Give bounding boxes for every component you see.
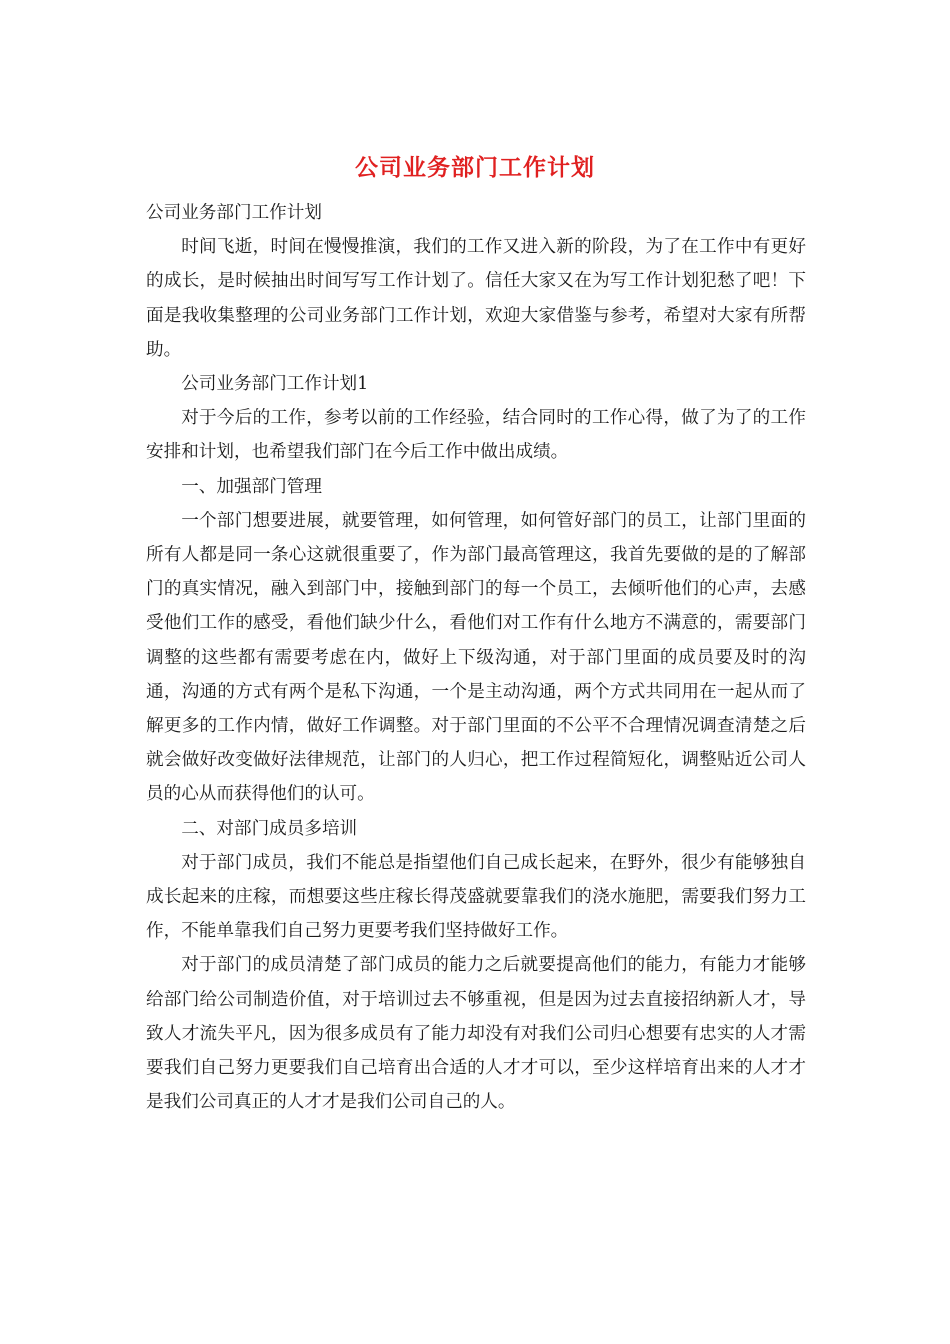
section-heading-training: 二、对部门成员多培训 (181, 818, 358, 839)
training-paragraph-1: 对于部门成员，我们不能总是指望他们自己成长起来，在野外，很少有能够独自成长起来的庄稼，而想要这些庄稼长得茂盛就要靠我们的浇水施肥，需要我们努力工作，不能单靠我们自己努力更要考我们坚持做好工作。 (146, 852, 806, 942)
section-heading-plan-1: 公司业务部门工作计划1 (181, 374, 369, 395)
training-paragraph-2: 对于部门的成员清楚了部门成员的能力之后就要提高他们的能力，有能力才能够给部门给公司制造价值，对于培训过去不够重视，但是因为过去直接招纳新人才，导致人才流失平凡，因为很多成员有了能力却没有对我们公司归心想要有忠实的人才需要我们自己努力更要我们自己培育出合适的人才才可以，至少这样培育出来的人才才是我们公司真正的人才才是我们公司自己的人。 (146, 955, 806, 1113)
document-body (146, 196, 806, 1119)
document-title: 公司业务部门工作计划 (355, 154, 595, 181)
section-heading-management: 一、加强部门管理 (181, 476, 322, 497)
intro-paragraph: 时间飞逝，时间在慢慢推演，我们的工作又进入新的阶段，为了在工作中有更好的成长，是时候抽出时间写写工作计划了。信任大家又在为写工作计划犯愁了吧！下面是我收集整理的公司业务部门工作计划，欢迎大家借鉴与参考，希望对大家有所帮助。 (146, 237, 806, 360)
management-paragraph: 一个部门想要进展，就要管理，如何管理，如何管好部门的员工，让部门里面的所有人都是同一条心这就很重要了，作为部门最高管理这，我首先要做的是的了解部门的真实情况，融入到部门中，接触到部门的每一个员工，去倾听他们的心声，去感受他们工作的感受，看他们缺少什么，看他们对工作有什么地方不满意的，需要部门调整的这些都有需要考虑在内，做好上下级沟通，对于部门里面的成员要及时的沟通，沟通的方式有两个是私下沟通，一个是主动沟通，两个方式共同用在一起从而了解更多的工作内情，做好工作调整。对于部门里面的不公平不合理情况调查清楚之后就会做好改变做好法律规范，让部门的人归心，把工作过程简短化，调整贴近公司人员的心从而获得他们的认可。 (146, 510, 806, 805)
document-subtitle: 公司业务部门工作计划 (146, 203, 322, 223)
plan-overview-paragraph: 对于今后的工作，参考以前的工作经验，结合同时的工作心得，做了为了的工作安排和计划，也希望我们部门在今后工作中做出成绩。 (146, 408, 806, 463)
